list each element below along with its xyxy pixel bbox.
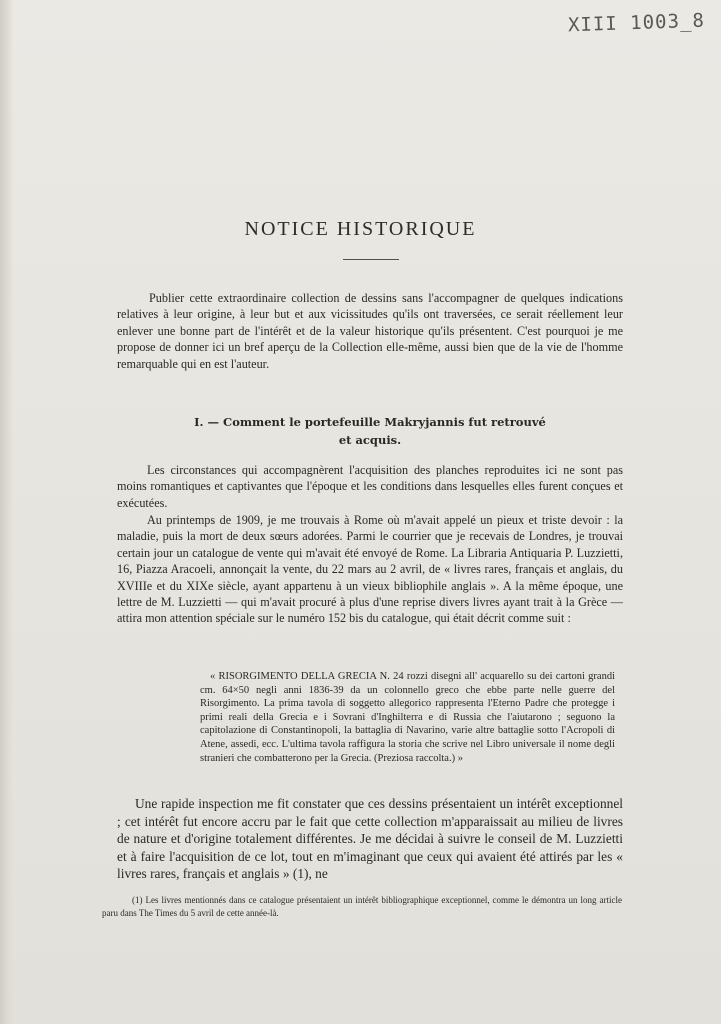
page-title: NOTICE HISTORIQUE (244, 218, 477, 240)
catalogue-quote: « RISORGIMENTO DELLA GRECIA N. 24 rozzi disegni all' acquarello su dei cartoni grandi cm. 64×50 negli anni 1836-39 da un colonnello greco che ebbe parte nelle guerre del Risorgimento. La prima tavola di soggetto allegorico rappresenta l'Eterno Padre che protegge i primi reali della Grecia e i Sovrani d'Inghilterra e di Russia che l'aiutarono ; seguono la capitolazione di Constantinopoli, la battaglia di Navarino, varie altre battaglie sotto l'Acropoli di Atene, assedi, ecc. L'ultima tavola raffigura la storia che scrive nel Libro universale il nome degli stranieri che combatterono per la Grecia. (Preziosa raccolta.) » (200, 671, 615, 764)
section-heading-line1: I. — Comment le portefeuille Makryjannis fut retrouvé (194, 415, 546, 429)
page-edge-shadow (0, 0, 14, 1024)
footnote: (1) Les livres mentionnés dans ce catalogue présentaient un intérêt bibliographique exceptionnel, comme le démontra un long article paru dans The Times du 5 avril de cette année-là. (102, 895, 622, 918)
handwritten-annotation: XIII 1003_8 (567, 9, 706, 37)
section-heading (160, 413, 580, 449)
section-heading-line2: et acquis. (338, 433, 402, 447)
paragraph-inspection: Une rapide inspection me fit constater que ces dessins présentaient un intérêt exceptionnel ; cet intérêt fut encore accru par le fait que cette collection m'apparaissait au milieu de livres de nature et d'origine totalement différentes. Je me décidai à suivre le conseil de M. Luzzietti et à faire l'acquisition de ce lot, tout en m'imaginant que ceux qui avaient été attirés par les « livres rares, français et anglais » (1), ne (117, 796, 623, 882)
paragraph-rome: Au printemps de 1909, je me trouvais à Rome où m'avait appelé un pieux et triste devoir : la maladie, puis la mort de deux sœurs adorées. Parmi le courrier que je recevais de Londres, je trouvai certain jour un catalogue de vente qui m'avait été envoyé de Rome. La Libraria Antiquaria P. Luzzietti, 16, Piazza Aracoeli, annonçait la vente, du 22 mars au 2 avril, de « livres rares, français et anglais, du XVIIIe et du XIXe siècle, ayant appartenu à un vieux bibliophile anglais ». A la même époque, une lettre de M. Luzzietti — qui m'avait procuré à plus d'une reprise divers livres ayant trait à la Grèce — attira mon attention spéciale sur le numéro 152 bis du catalogue, qui était décrit comme suit : (117, 513, 623, 626)
paragraph-circumstances: Les circonstances qui accompagnèrent l'acquisition des planches reproduites ici ne sont pas moins romantiques et captivantes que l'époque et les conditions dans lesquelles elles furent conçues et exécutées. (117, 463, 623, 510)
intro-paragraph: Publier cette extraordinaire collection de dessins sans l'accompagner de quelques indications relatives à leur origine, à leur but et aux vicissitudes qu'ils ont traversées, ce serait réellement leur enlever une bonne part de l'intérêt et de la valeur historique qu'ils présentent. C'est pourquoi je me propose de donner ici un bref aperçu de la Collection elle-même, aussi bien que de la vie de l'homme remarquable qui en est l'auteur. (117, 291, 623, 371)
title-rule (343, 259, 399, 260)
